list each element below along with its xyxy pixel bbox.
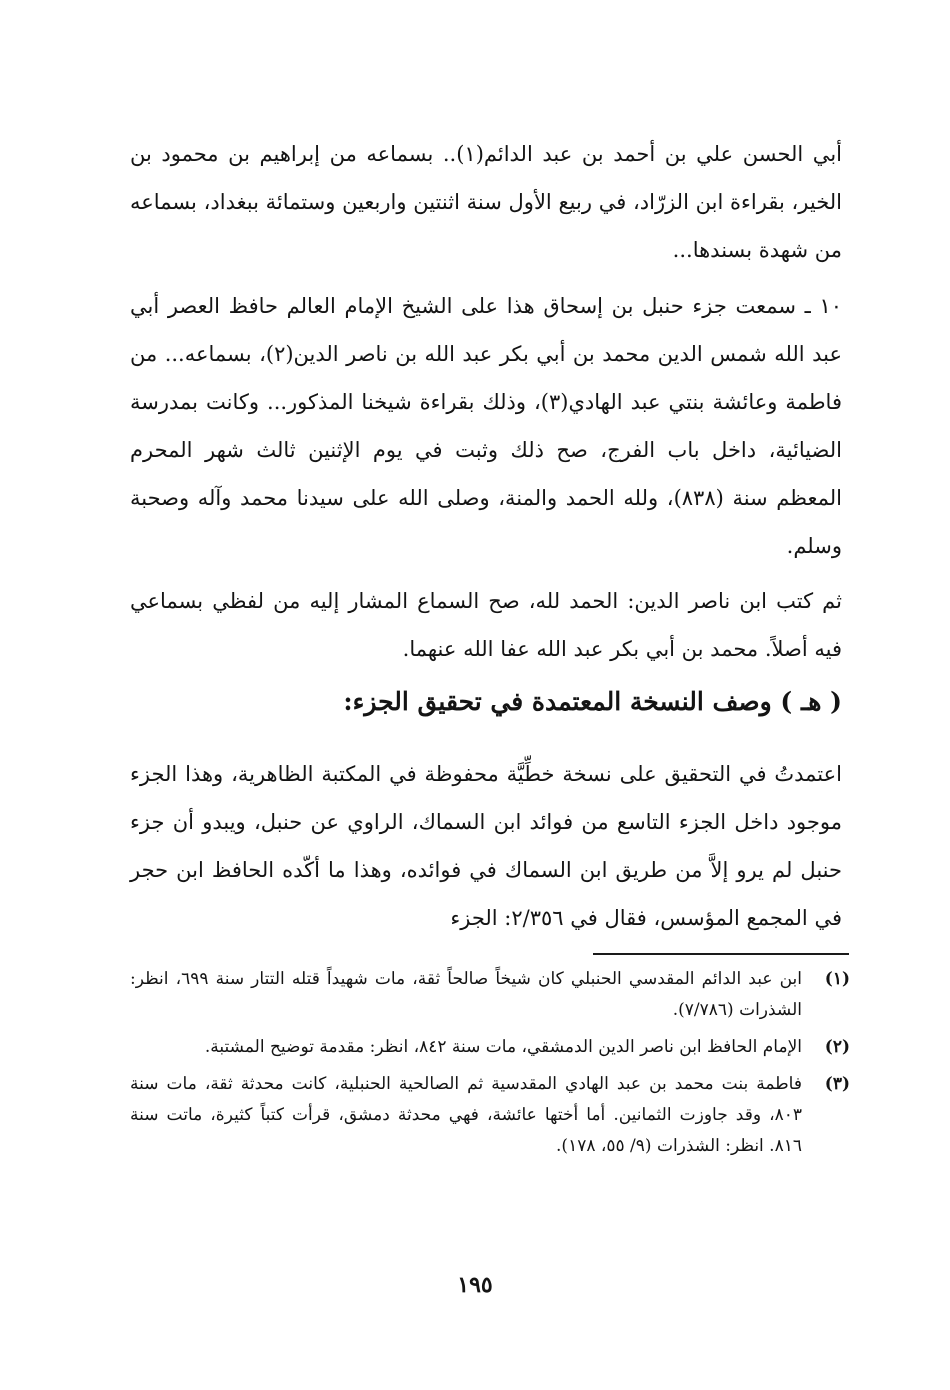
footnotes-list	[130, 964, 850, 1168]
paragraph-text: ثم كتب ابن ناصر الدين: الحمد لله، صح السماع المشار إليه من لفظي بسماعي فيه أصلاً. محمد بن أبي بكر عبد الله عفا الله عنهما.	[130, 589, 842, 661]
footnote-number: (١)	[824, 969, 850, 989]
body-paragraph-4	[130, 750, 842, 942]
section-heading-text: ( هـ ) وصف النسخة المعتمدة في تحقيق الجزء:	[343, 687, 842, 716]
footnote-number: (٢)	[824, 1037, 850, 1057]
page-number: ١٩٥	[457, 1272, 493, 1298]
footnote-number: (٣)	[824, 1074, 850, 1094]
footnote-separator	[593, 953, 849, 955]
footnote-2	[130, 1032, 850, 1063]
footnote-text: ابن عبد الدائم المقدسي الحنبلي كان شيخاً صالحاً ثقة، مات شهيداً قتله التتار سنة ٦٩٩، انظر: الشذرات (٧/٧٨٦).	[130, 969, 802, 1020]
footnote-1	[130, 964, 850, 1026]
body-paragraph-2	[130, 282, 842, 570]
section-heading	[130, 682, 842, 722]
footnote-text: الإمام الحافظ ابن ناصر الدين الدمشقي، مات سنة ٨٤٢، انظر: مقدمة توضيح المشتبة.	[204, 1037, 802, 1057]
footnote-3	[130, 1069, 850, 1162]
footnote-text: فاطمة بنت محمد بن عبد الهادي المقدسية ثم الصالحية الحنبلية، كانت محدثة ثقة، مات سنة ٨٠٣، وقد جاوزت الثمانين. أما أختها عائشة، فهي محدثة دمشق، قرأت كتباً كثيرة، ماتت سنة ٨١٦. انظر: الشذرات (٩/ ٥٥، ١٧٨).	[130, 1074, 802, 1156]
paragraph-text: اعتمدتُ في التحقيق على نسخة خطِّيَّة محفوظة في المكتبة الظاهرية، وهذا الجزء موجود داخل الجزء التاسع من فوائد ابن السماك، الراوي عن حنبل، ويبدو أن جزء حنبل لم يرو إلاَّ من طريق ابن السماك في فوائده، وهذا ما أكّده الحافظ ابن حجر في المجمع المؤسس، فقال في ٢/٣٥٦: الجزء	[130, 762, 842, 930]
paragraph-text: أبي الحسن علي بن أحمد بن عبد الدائم(١).. بسماعه من إبراهيم بن محمود بن الخير، بقراءة ابن الزرّاد، في ربيع الأول سنة اثنتين واربعين وستمائة ببغداد، بسماعه من شهدة بسندها...	[130, 142, 842, 262]
paragraph-text: ١٠ ـ سمعت جزء حنبل بن إسحاق هذا على الشيخ الإمام العالم حافظ العصر أبي عبد الله شمس الدين محمد بن أبي بكر عبد الله بن ناصر الدين(٢)، بسماعه... من فاطمة وعائشة بنتي عبد الهادي(٣)، وذلك بقراءة شيخنا المذكور... وكانت بمدرسة الضيائية، داخل باب الفرج، صح ذلك وثبت في يوم الإثنين ثالث شهر المحرم المعظم سنة (٨٣٨)، ولله الحمد والمنة، وصلى الله على سيدنا محمد وآله وصحبة وسلم.	[130, 294, 842, 558]
body-paragraph-1	[130, 130, 842, 274]
body-paragraph-3	[130, 577, 842, 673]
